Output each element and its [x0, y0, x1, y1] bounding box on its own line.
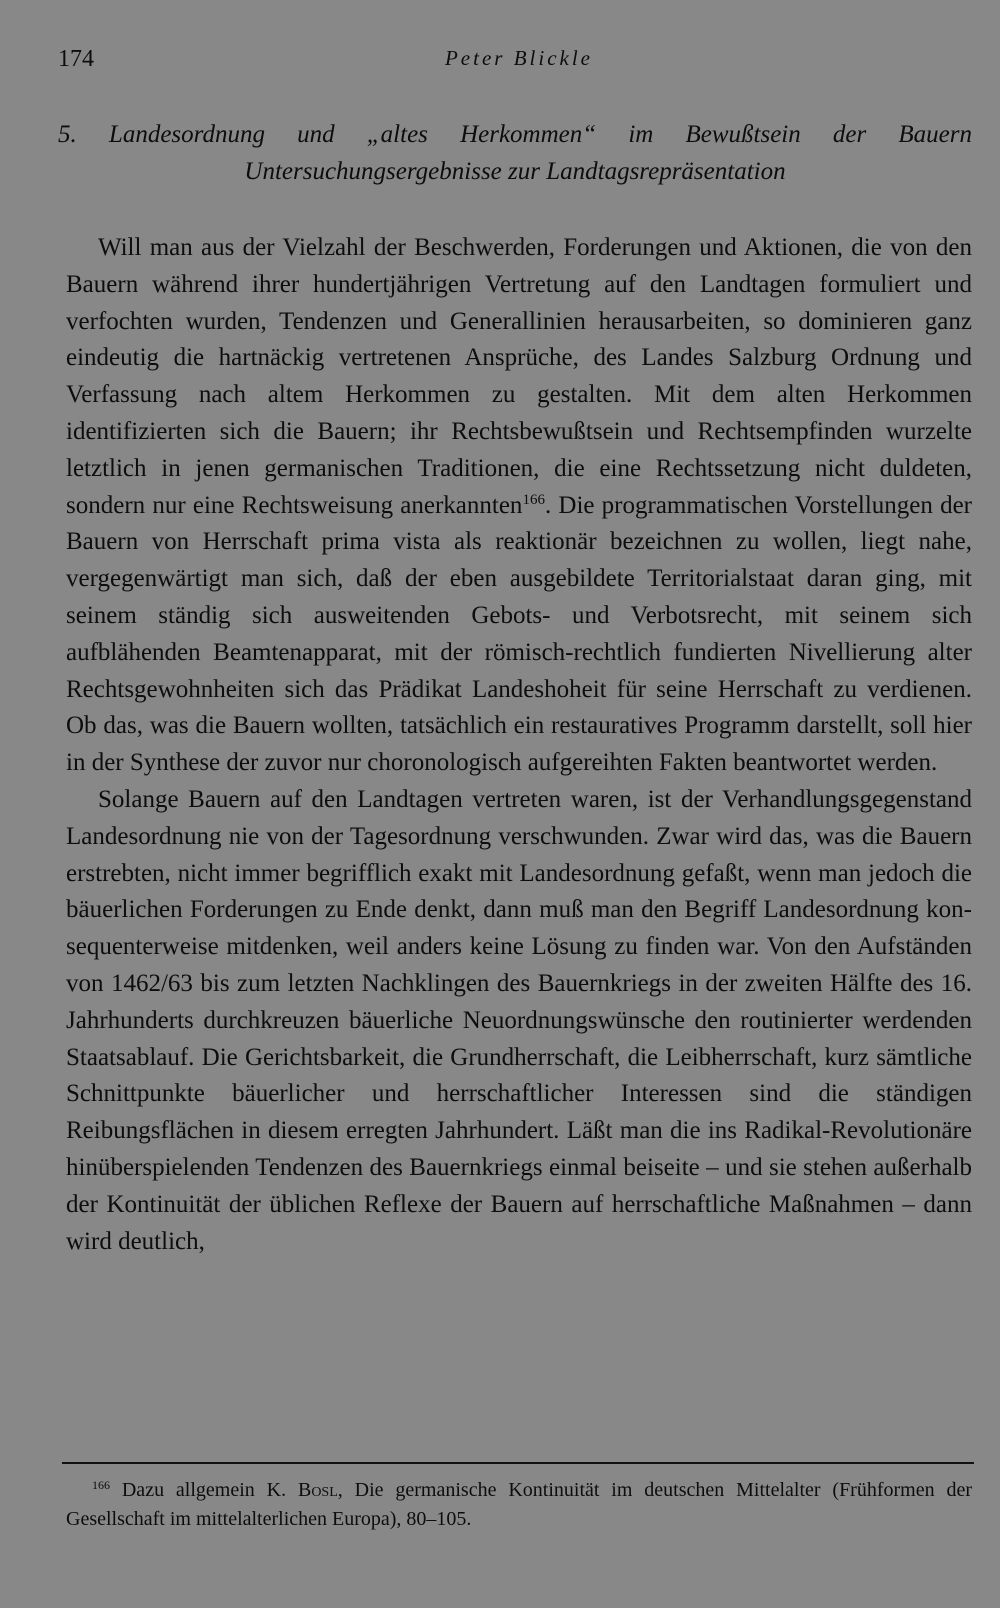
footnote-rule — [62, 1462, 974, 1464]
paragraph-text: . Die programmatischen Vorstellungen der Bauern von Herrschaft prima vista als reaktionär bezeichnen zu wollen, liegt nahe, vergegenwärtigt man sich, daß der eben ausgebildete Territorialstaat daran ging, mit seinem ständig sich ausweitenden Gebots- und Verbotsrecht, mit seinem sich aufblähenden Beamtenapparat, mit der römisch-rechtlich fundierten Nivellierung alter Rechtsgewohnheiten sich das Prädikat Landeshoheit für seine Herrschaft zu verdienen. Ob das, was die Bauern wollten, tatsächlich ein restauratives Programm darstellt, soll hier in der Synthese der zuvor nur choronologisch aufgereihten Fakten beantwortet werden. — [66, 491, 973, 777]
page-header — [58, 46, 972, 80]
running-head: Peter Blickle — [444, 46, 594, 70]
footnote-reference[interactable]: 166 — [522, 491, 545, 508]
body-text — [66, 230, 972, 1260]
section-subtitle: Untersuchungsergebnisse zur Landtagsrepräsentation — [244, 158, 786, 185]
paragraph — [66, 230, 972, 782]
footnote — [66, 1476, 972, 1534]
footnote-author: Bosl — [297, 1479, 338, 1501]
footnote-text: Dazu allgemein K. — [110, 1479, 298, 1501]
section-title: 5. Landesordnung und „altes Herkommen“ im Bewußtsein der Bauern — [58, 121, 972, 148]
paragraph-text: Will man aus der Vielzahl der Beschwerden, Forderungen und Aktionen, die von den Bauern während ihrer hundertjährigen Vertretung auf den Landtagen formuliert und verfochten wurden, Tendenzen und Generallinien herausarbeiten, so dominieren ganz eindeutig die hartnäckig vertretenen Ansprüche, des Landes Salzburg Ordnung und Verfassung nach altem Herkommen zu gestalten. Mit dem alten Herkommen identifizierten sich die Bauern; ihr Rechtsbewußtsein und Rechtsempfinden wurzelte letztlich in jenen germanischen Traditionen, die eine Rechtssetzung nicht duldeten, sondern nur eine Rechtsweisung anerkannten — [66, 234, 972, 519]
section-heading — [58, 116, 972, 190]
book-page — [58, 0, 973, 1608]
footnote-text: , Die germanische Kontinuität im deutschen Mittelalter (Frühformen der Gesellschaft im mittelalterlichen Europa), 80–105. — [66, 1479, 973, 1530]
footnote-number: 166 — [92, 1477, 110, 1492]
page-number: 174 — [58, 46, 94, 72]
paragraph: Solange Bauern auf den Landtagen vertreten waren, ist der Verhandlungsgegenstand Landesordnung nie von der Tagesordnung verschwunden. Zwar wird das, was die Bauern erstrebten, nicht immer begrifflich exakt mit Landesordnung gefaßt, wenn man jedoch die bäuerlichen Forderungen zu Ende denkt, dann muß man den Begriff Landesordnung konsequenterweise mitdenken, weil anders keine Lösung zu finden war. Von den Aufständen von 1462/63 bis zum letzten Nachklingen des Bauernkriegs in der zweiten Hälfte des 16. Jahrhunderts durchkreuzen bäuerliche Neuordnungswünsche den routinierter werdenden Staatsablauf. Die Gerichtsbarkeit, die Grundherrschaft, die Leibherrschaft, kurz sämtliche Schnittpunkte bäuerlicher und herrschaftlicher Interessen sind die ständigen Reibungsflächen in diesem erregten Jahrhundert. Läßt man die ins Radikal-Revolutionäre hinüberspielenden Tendenzen des Bauernkriegs einmal beiseite – und sie stehen außerhalb der Kontinuität der üblichen Reflexe der Bauern auf herrschaftliche Maßnahmen – dann wird deutlich, — [66, 785, 972, 1255]
